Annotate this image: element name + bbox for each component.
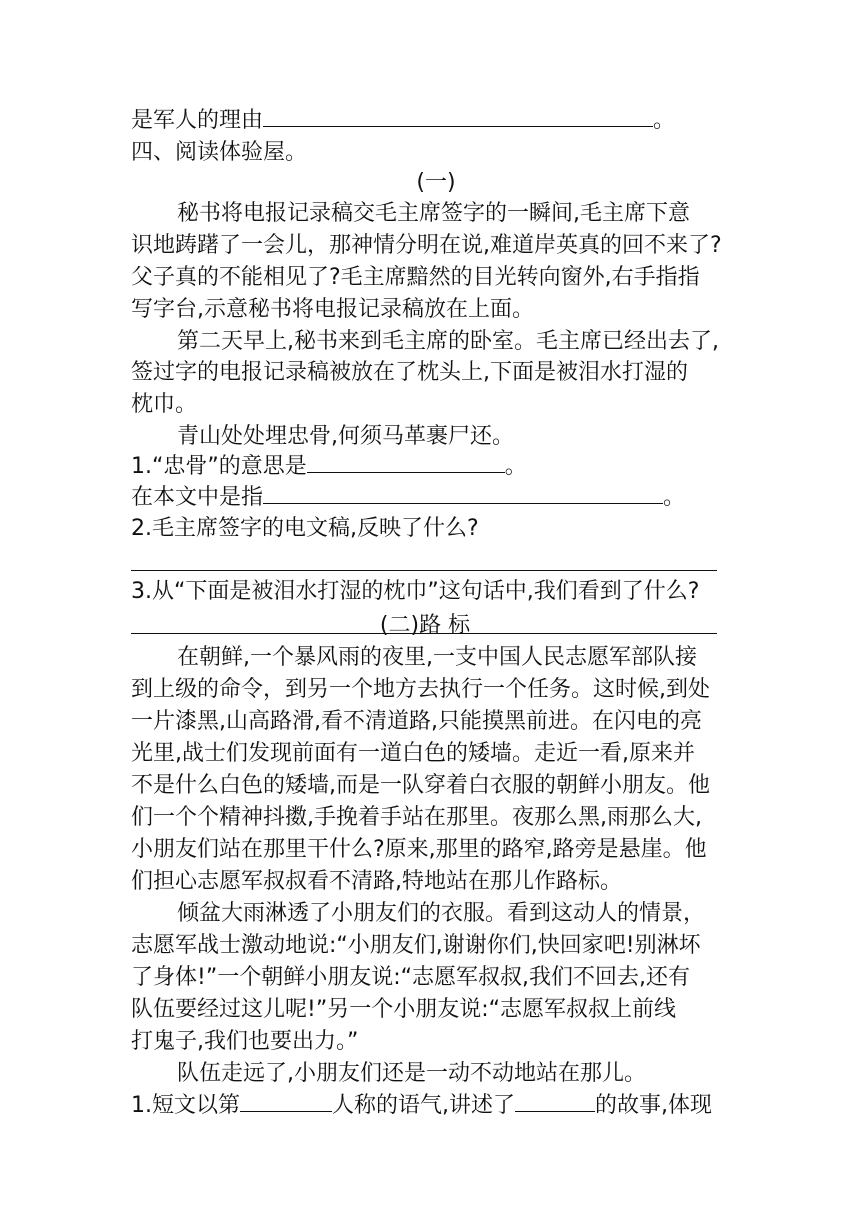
question-line xyxy=(131,481,741,515)
passage-title-2: (二)路 标 xyxy=(379,613,471,638)
question-line xyxy=(131,1089,741,1123)
paragraph-line: 识地踌躇了一会儿，那神情分明在说,难道岸英真的回不来了? xyxy=(131,233,722,258)
paragraph-line: 枕巾。 xyxy=(131,392,198,417)
paragraph-line: 第二天早上,秘书来到毛主席的卧室。毛主席已经出去了, xyxy=(177,329,719,354)
question-line: 2.毛主席签字的电文稿,反映了什么? xyxy=(131,516,479,541)
paragraph-line: 打鬼子,我们也要出力。” xyxy=(131,1029,359,1054)
paragraph-line: 签过字的电报记录稿被放在了枕头上,下面是被泪水打湿的 xyxy=(131,360,688,385)
paragraph-line: 志愿军战士激动地说:“小朋友们,谢谢你们,快回家吧!别淋坏 xyxy=(131,933,701,958)
paragraph-line: 父子真的不能相见了?毛主席黯然的目光转向窗外,右手指指 xyxy=(131,265,700,290)
text-fragment: 。 xyxy=(663,485,686,510)
paragraph-line: 到上级的命令，到另一个地方去执行一个任务。这时候,到处 xyxy=(131,677,710,702)
section-heading: 四、阅读体验屋。 xyxy=(131,140,308,165)
answer-blank[interactable] xyxy=(263,104,653,127)
question-line: 3.从“下面是被泪水打湿的枕巾”这句话中,我们看到了什么? xyxy=(131,579,700,604)
paragraph-line: 们一个个精神抖擞,手挽着手站在那里。夜那么黑,雨那么大, xyxy=(131,805,702,830)
question-line xyxy=(131,450,741,484)
paragraph-line: 小朋友们站在那里干什么?原来,那里的路窄,路旁是悬崖。他 xyxy=(131,837,707,862)
paragraph-line: 秘书将电报记录稿交毛主席签字的一瞬间,毛主席下意 xyxy=(177,201,690,226)
paragraph-line: 队伍要经过这儿呢!”另一个小朋友说:“志愿军叔叔上前线 xyxy=(131,997,677,1022)
answer-blank[interactable] xyxy=(307,450,505,473)
paragraph-line: 一片漆黑,山高路滑,看不清道路,只能摸黑前进。在闪电的亮 xyxy=(131,709,702,734)
text-line xyxy=(131,104,741,138)
paragraph-line: 在朝鲜,一个暴风雨的夜里,一支中国人民志愿军部队接 xyxy=(177,645,697,670)
text-fragment: 是军人的理由 xyxy=(131,108,264,133)
passage-title-1: (一) xyxy=(416,170,456,195)
text-fragment: 。 xyxy=(653,108,676,133)
paragraph-line: 队伍走远了,小朋友们还是一动不动地站在那儿。 xyxy=(177,1061,646,1086)
paragraph-line: 倾盆大雨淋透了小朋友们的衣服。看到这动人的情景， xyxy=(177,901,706,926)
question-text: 的故事,体现 xyxy=(595,1093,712,1118)
text-fragment: 。 xyxy=(504,454,527,479)
question-text: 人称的语气,讲述了 xyxy=(332,1093,515,1118)
answer-blank[interactable] xyxy=(515,1089,595,1112)
question-text: 1.短文以第 xyxy=(131,1093,240,1118)
paragraph-line: 们担心志愿军叔叔看不清路,特地站在那儿作路标。 xyxy=(131,869,622,894)
answer-blank[interactable] xyxy=(263,481,663,504)
paragraph-line: 写字台,示意秘书将电报记录稿放在上面。 xyxy=(131,297,534,322)
paragraph-line: 光里,战士们发现前面有一道白色的矮墙。走近一看,原来并 xyxy=(131,741,695,766)
paragraph-line: 青山处处埋忠骨,何须马革裹尸还。 xyxy=(177,424,514,449)
question-text: 在本文中是指 xyxy=(131,485,264,510)
paragraph-line: 不是什么白色的矮墙,而是一队穿着白衣服的朝鲜小朋友。他 xyxy=(131,773,710,798)
paragraph-line: 了身体!”一个朝鲜小朋友说:“志愿军叔叔,我们不回去,还有 xyxy=(131,965,691,990)
answer-line[interactable] xyxy=(131,570,717,571)
answer-blank[interactable] xyxy=(240,1089,332,1112)
question-text: 1.“忠骨”的意思是 xyxy=(131,454,307,479)
